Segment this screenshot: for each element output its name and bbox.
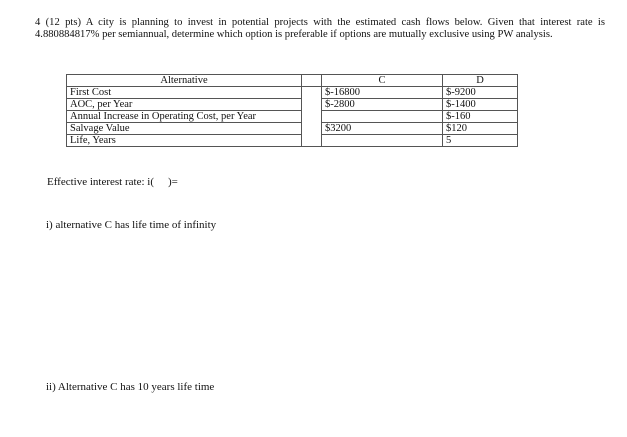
table-row xyxy=(67,87,518,99)
effective-interest-line xyxy=(47,176,178,188)
cell-c: $-16800 xyxy=(322,87,443,99)
cell-c: $3200 xyxy=(322,123,443,135)
table-row xyxy=(67,111,518,123)
row-label: Life, Years xyxy=(67,135,302,147)
row-label: Annual Increase in Operating Cost, per Year xyxy=(67,111,302,123)
header-alternative: Alternative xyxy=(67,75,302,87)
part-i-note: i) alternative C has life time of infinity xyxy=(46,219,217,231)
cell-c: $-2800 xyxy=(322,99,443,111)
cell-d: $-1400 xyxy=(443,99,518,111)
cell-d: $-160 xyxy=(443,111,518,123)
header-spacer xyxy=(302,75,322,87)
row-label: Salvage Value xyxy=(67,123,302,135)
table-row xyxy=(67,99,518,111)
effective-rate-close: )= xyxy=(168,176,178,188)
row-spacer xyxy=(302,123,322,135)
table-header-row xyxy=(67,75,518,87)
cell-d: 5 xyxy=(443,135,518,147)
cash-flow-table xyxy=(66,74,518,147)
row-spacer xyxy=(302,111,322,123)
header-c: C xyxy=(322,75,443,87)
row-spacer xyxy=(302,99,322,111)
effective-rate-label: Effective interest rate: i( xyxy=(47,176,154,188)
part-ii-note: ii) Alternative C has 10 years life time xyxy=(46,381,215,393)
question-text: 4 (12 pts) A city is planning to invest in potential projects with the estimated cash flows below. Given that interest rate is 4.880884817% per semiannual, determine which option is preferable if options are mutually exclusive using PW analysis. xyxy=(35,17,605,41)
cell-d: $120 xyxy=(443,123,518,135)
table-row xyxy=(67,123,518,135)
cell-c xyxy=(322,135,443,147)
row-label: AOC, per Year xyxy=(67,99,302,111)
header-d: D xyxy=(443,75,518,87)
row-spacer xyxy=(302,87,322,99)
row-label: First Cost xyxy=(67,87,302,99)
table-row xyxy=(67,135,518,147)
cell-d: $-9200 xyxy=(443,87,518,99)
row-spacer xyxy=(302,135,322,147)
cell-c xyxy=(322,111,443,123)
